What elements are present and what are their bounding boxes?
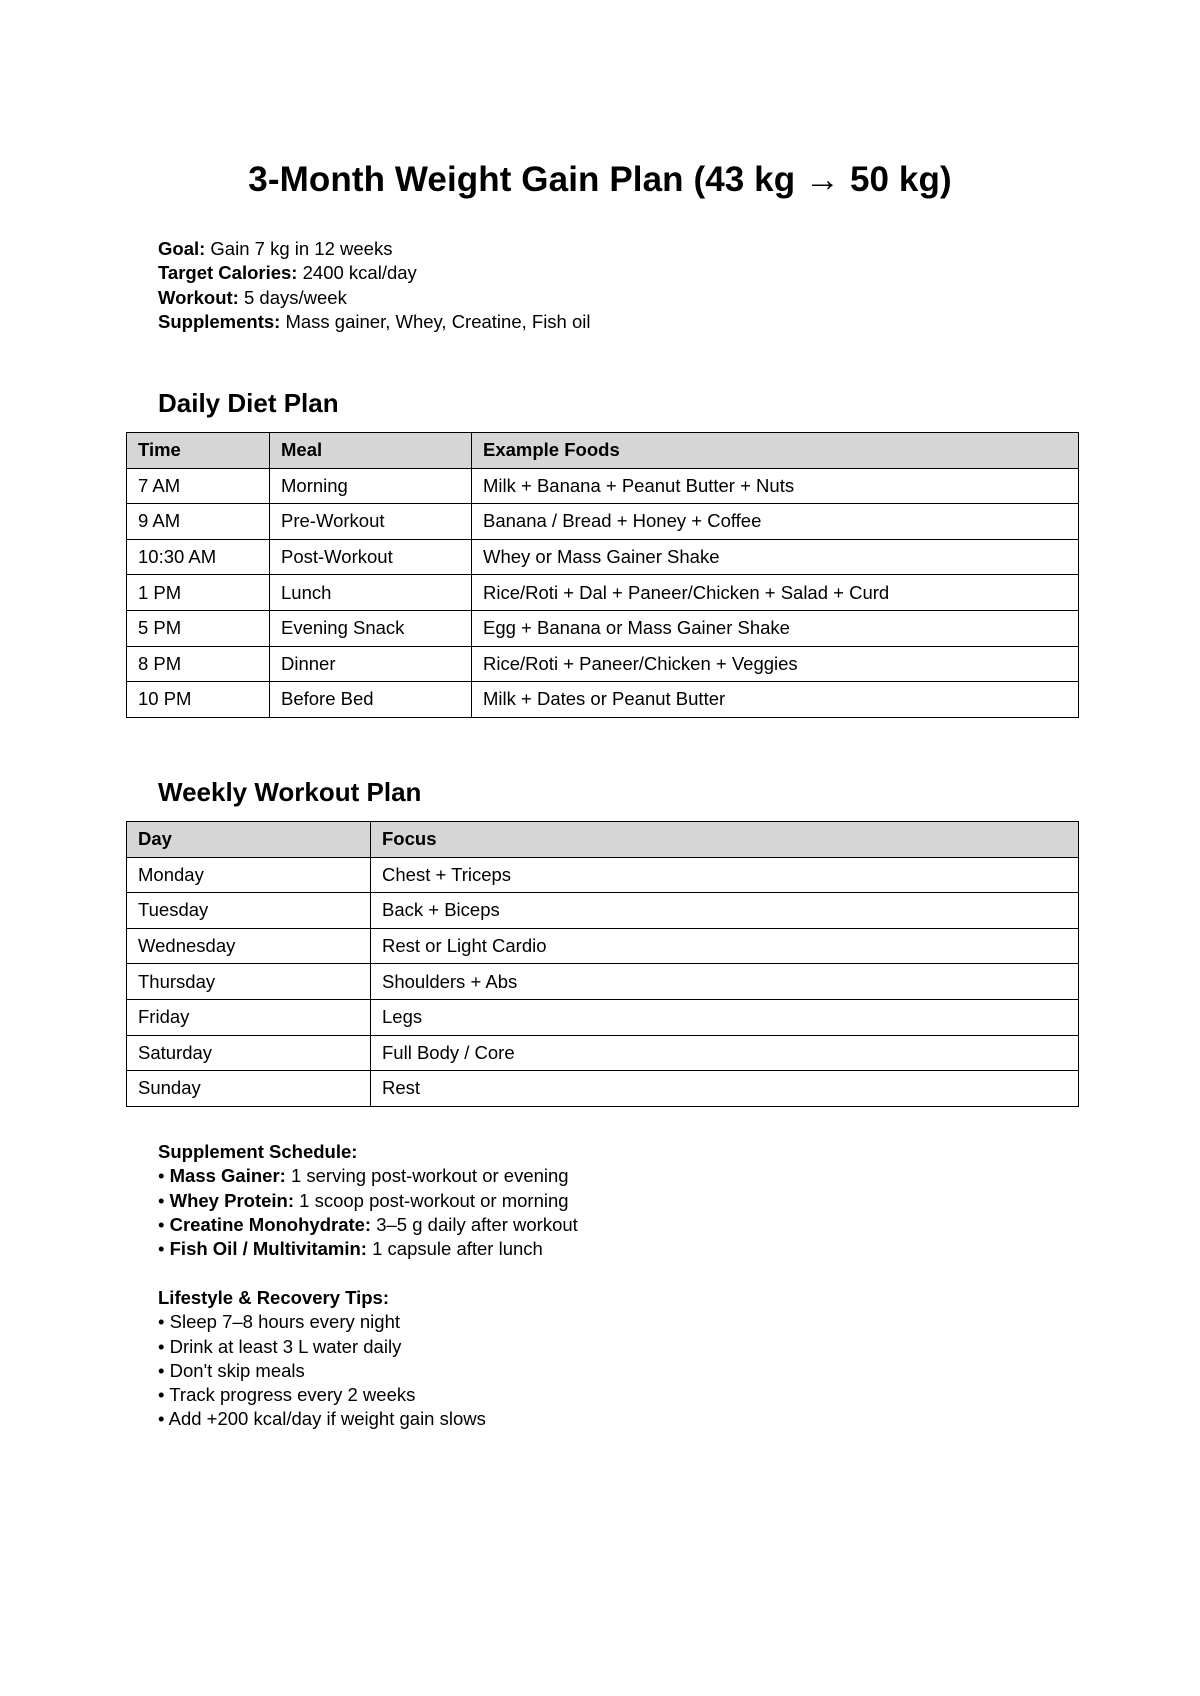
bullet-icon: •: [158, 1189, 165, 1211]
summary-goal: [158, 237, 591, 261]
table-row: [127, 1071, 1079, 1107]
table-row: [127, 610, 1079, 646]
column-header-time: Time: [127, 433, 270, 469]
item-label: Creatine Monohydrate:: [169, 1213, 372, 1235]
table-row: [127, 964, 1079, 1000]
bullet-icon: •: [158, 1335, 165, 1357]
list-item: [158, 1164, 578, 1188]
item-label: Whey Protein:: [169, 1189, 294, 1211]
item-text: Don't skip meals: [169, 1359, 305, 1381]
cell-day: Friday: [127, 999, 371, 1035]
cell-time: 9 AM: [127, 504, 270, 540]
column-header-example-foods: Example Foods: [472, 433, 1079, 469]
cell-meal: Pre-Workout: [270, 504, 472, 540]
cell-time: 7 AM: [127, 468, 270, 504]
cell-example-foods: Egg + Banana or Mass Gainer Shake: [472, 610, 1079, 646]
summary-target-calories: [158, 261, 591, 285]
cell-example-foods: Whey or Mass Gainer Shake: [472, 539, 1079, 575]
summary-label: Supplements:: [158, 311, 281, 333]
table-header-row: [127, 433, 1079, 469]
table-row: [127, 682, 1079, 718]
summary-supplements: [158, 310, 591, 334]
list-item: [158, 1237, 578, 1261]
cell-time: 5 PM: [127, 610, 270, 646]
cell-day: Thursday: [127, 964, 371, 1000]
cell-focus: Back + Biceps: [371, 893, 1079, 929]
table-header-row: [127, 822, 1079, 858]
summary-label: Goal:: [158, 238, 206, 259]
cell-day: Wednesday: [127, 928, 371, 964]
lifestyle-recovery-tips: [158, 1286, 486, 1432]
cell-time: 8 PM: [127, 646, 270, 682]
cell-example-foods: Banana / Bread + Honey + Coffee: [472, 504, 1079, 540]
cell-meal: Morning: [270, 468, 472, 504]
table-row: [127, 893, 1079, 929]
cell-time: 10 PM: [127, 682, 270, 718]
supplement-schedule-heading: Supplement Schedule:: [158, 1141, 358, 1162]
table-row: [127, 646, 1079, 682]
item-text: Track progress every 2 weeks: [169, 1384, 416, 1406]
item-text: 1 serving post-workout or evening: [285, 1165, 569, 1187]
cell-day: Monday: [127, 857, 371, 893]
item-label: Fish Oil / Multivitamin:: [169, 1238, 367, 1260]
cell-example-foods: Milk + Dates or Peanut Butter: [472, 682, 1079, 718]
table-row: [127, 1035, 1079, 1071]
page-title: 3-Month Weight Gain Plan (43 kg → 50 kg): [248, 160, 952, 199]
bullet-icon: •: [158, 1165, 165, 1187]
list-item: [158, 1310, 486, 1334]
cell-focus: Rest or Light Cardio: [371, 928, 1079, 964]
item-text: 1 capsule after lunch: [366, 1238, 543, 1260]
list-item: [158, 1189, 578, 1213]
cell-example-foods: Rice/Roti + Paneer/Chicken + Veggies: [472, 646, 1079, 682]
table-row: [127, 539, 1079, 575]
table-row: [127, 999, 1079, 1035]
summary-label: Target Calories:: [158, 262, 298, 284]
list-item: [158, 1383, 486, 1407]
table-row: [127, 504, 1079, 540]
bullet-icon: •: [158, 1408, 165, 1430]
cell-day: Tuesday: [127, 893, 371, 929]
list-item: [158, 1335, 486, 1359]
summary-workout: [158, 286, 591, 310]
cell-meal: Lunch: [270, 575, 472, 611]
summary-value: 2400 kcal/day: [297, 262, 417, 284]
cell-meal: Dinner: [270, 646, 472, 682]
column-header-day: Day: [127, 822, 371, 858]
item-text: Add +200 kcal/day if weight gain slows: [168, 1408, 486, 1430]
summary-value: Mass gainer, Whey, Creatine, Fish oil: [280, 311, 591, 333]
cell-example-foods: Rice/Roti + Dal + Paneer/Chicken + Salad + Curd: [472, 575, 1079, 611]
cell-example-foods: Milk + Banana + Peanut Butter + Nuts: [472, 468, 1079, 504]
bullet-icon: •: [158, 1359, 165, 1381]
cell-focus: Shoulders + Abs: [371, 964, 1079, 1000]
list-item: [158, 1407, 486, 1431]
workout-plan-table: [126, 821, 1079, 1107]
table-row: [127, 857, 1079, 893]
cell-time: 1 PM: [127, 575, 270, 611]
table-row: [127, 575, 1079, 611]
cell-meal: Post-Workout: [270, 539, 472, 575]
column-header-meal: Meal: [270, 433, 472, 469]
lifestyle-tips-heading: Lifestyle & Recovery Tips:: [158, 1287, 389, 1308]
item-label: Mass Gainer:: [169, 1165, 286, 1187]
item-text: 3–5 g daily after workout: [371, 1213, 578, 1235]
table-row: [127, 468, 1079, 504]
summary-label: Workout:: [158, 286, 239, 308]
diet-plan-table: [126, 432, 1079, 718]
cell-day: Sunday: [127, 1071, 371, 1107]
cell-meal: Before Bed: [270, 682, 472, 718]
cell-time: 10:30 AM: [127, 539, 270, 575]
bullet-icon: •: [158, 1213, 165, 1235]
table-row: [127, 928, 1079, 964]
cell-focus: Legs: [371, 999, 1079, 1035]
item-text: Drink at least 3 L water daily: [169, 1335, 402, 1357]
column-header-focus: Focus: [371, 822, 1079, 858]
workout-plan-heading: Weekly Workout Plan: [158, 777, 422, 807]
item-text: 1 scoop post-workout or morning: [294, 1189, 569, 1211]
list-item: [158, 1213, 578, 1237]
bullet-icon: •: [158, 1238, 165, 1260]
plan-summary: [158, 237, 591, 335]
summary-value: Gain 7 kg in 12 weeks: [205, 238, 393, 259]
bullet-icon: •: [158, 1384, 165, 1406]
supplement-schedule: [158, 1140, 578, 1261]
cell-meal: Evening Snack: [270, 610, 472, 646]
list-item: [158, 1359, 486, 1383]
summary-value: 5 days/week: [238, 286, 347, 308]
cell-focus: Rest: [371, 1071, 1079, 1107]
item-text: Sleep 7–8 hours every night: [169, 1311, 400, 1333]
cell-focus: Full Body / Core: [371, 1035, 1079, 1071]
cell-day: Saturday: [127, 1035, 371, 1071]
diet-plan-heading: Daily Diet Plan: [158, 388, 339, 418]
cell-focus: Chest + Triceps: [371, 857, 1079, 893]
bullet-icon: •: [158, 1311, 165, 1333]
